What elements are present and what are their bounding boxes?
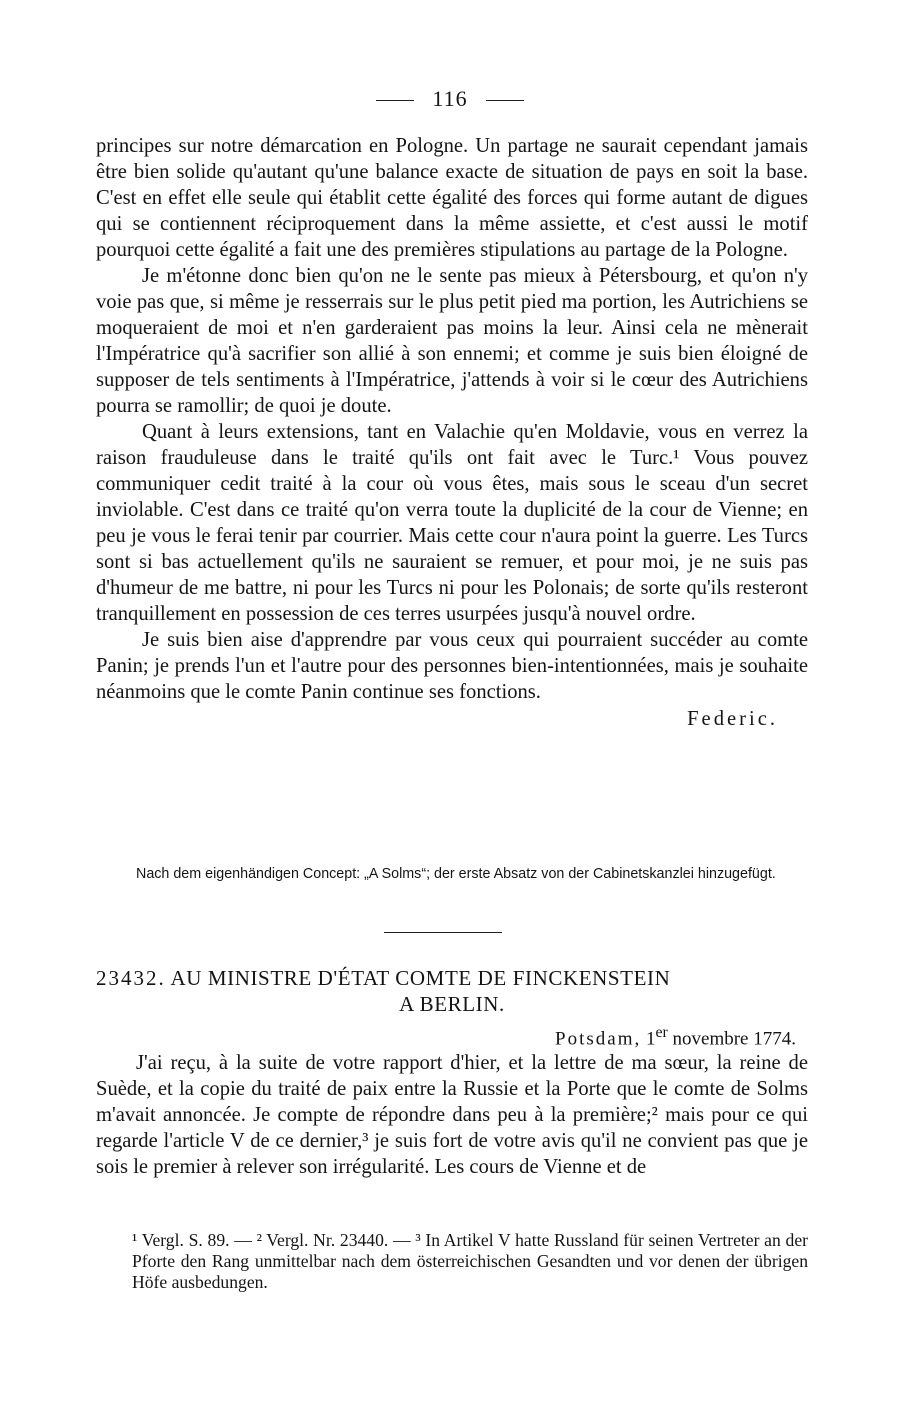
footnotes — [96, 1230, 808, 1293]
footnotes-text: ¹ Vergl. S. 89. — ² Vergl. Nr. 23440. — ³ In Artikel V hatte Russland für seinen Vertreter an der Pforte den Rang unmittelbar nach dem österreichischen Gesandten und vor denen der übrigen Höfe ausbedungen. — [132, 1230, 808, 1292]
dateline-place: Potsdam, — [555, 1028, 642, 1050]
dateline-rest: novembre 1774. — [672, 1028, 796, 1050]
letter-paragraph: J'ai reçu, à la suite de votre rapport d'hier, et la lettre de ma sœur, la reine de Suède, et la copie du traité de paix entre la Russie et la Porte que le comte de Solms m'avait annoncée. Je compte de répondre dans peu à la première;² mais pour ce qui regarde l'article V de ce dernier,³ je suis fort de votre avis qu'il ne convient pas que je sois le premier à relever son irrégularité. Les cours de Vienne et de — [96, 1052, 808, 1178]
source-note-text: Nach dem eigenhändigen Concept: „A Solms“; der erste Absatz von der Cabinetskanzlei hinzugefügt. — [136, 866, 776, 882]
dateline-day-suffix: er — [655, 1024, 668, 1041]
section-separator — [384, 932, 502, 933]
heading-title-line2: A BERLIN. — [399, 992, 505, 1016]
page-header — [0, 86, 900, 112]
header-dash-right — [486, 100, 524, 101]
dateline — [96, 1024, 796, 1050]
letter-continuation — [96, 133, 808, 732]
paragraph-4: Je suis bien aise d'apprendre par vous ceux qui pourraient succéder au comte Panin; je prends l'un et l'autre pour des personnes bien-intentionnées, mais je souhaite néanmoins que le comte Panin continue ses fonctions. — [96, 629, 808, 703]
document-number: 23432. — [96, 966, 166, 990]
page-number: 116 — [432, 86, 468, 111]
dateline-day: 1 — [645, 1028, 656, 1050]
heading-title-line1: AU MINISTRE D'ÉTAT COMTE DE FINCKENSTEIN — [170, 966, 671, 990]
source-note — [96, 866, 808, 883]
signature: Federic. — [687, 708, 778, 730]
paragraph-3: Quant à leurs extensions, tant en Valachie qu'en Moldavie, vous en verrez la raison frauduleuse dans le traité qu'ils ont fait avec le Turc.¹ Vous pouvez communiquer cedit traité à la cour où vous êtes, mais sous le sceau d'un secret inviolable. C'est dans ce traité qu'on verra toute la duplicité de la cour de Vienne; en peu je vous le ferai tenir par courrier. Mais cette cour n'aura point la guerre. Les Turcs sont si bas actuellement qu'ils ne sauraient se remuer, et pour moi, je ne suis pas d'humeur de me battre, ni pour les Turcs ni pour les Polonais; de sorte qu'ils resteront tranquillement en possession de ces terres usurpées jusqu'à nouvel ordre. — [96, 421, 808, 625]
header-dash-left — [376, 100, 414, 101]
paragraph-1: principes sur notre démarcation en Pologne. Un partage ne saurait cependant jamais être bien solide qu'autant qu'une balance exacte de situation de pays en soit la base. C'est en effet elle seule qui établit cette égalité des forces qui forme autant de digues qui se contiennent réciproquement dans la même assiette, et c'est aussi le motif pourquoi cette égalité a fait une des premières stipulations au partage de la Pologne. — [96, 135, 808, 261]
letter-body — [96, 1050, 808, 1180]
document-heading — [96, 966, 808, 1016]
paragraph-2: Je m'étonne donc bien qu'on ne le sente pas mieux à Pétersbourg, et qu'on n'y voie pas que, si même je resserrais sur le plus petit pied ma portion, les Autrichiens se moqueraient de moi et n'en garderaient pas moins la leur. Ainsi cela ne mènerait l'Impératrice qu'à sacrifier son allié à son ennemi; et comme je suis bien éloigné de supposer de tels sentiments à l'Impératrice, j'attends à voir si le cœur des Autrichiens pourra se ramollir; de quoi je doute. — [96, 265, 808, 417]
